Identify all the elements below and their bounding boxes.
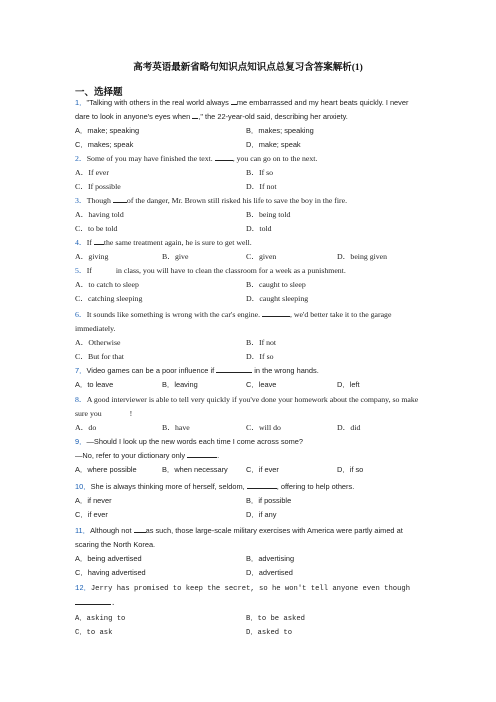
option-c[interactable]: C．But for that [75, 352, 124, 361]
question-number: 11． [75, 526, 91, 535]
option-a[interactable]: A．asking to [75, 615, 126, 623]
option-c[interactable]: C．given [246, 252, 277, 261]
option-c[interactable]: C．to be told [75, 224, 118, 233]
question-number: 3． [75, 196, 87, 205]
option-b[interactable]: B．If so [246, 168, 274, 177]
options-8 [75, 421, 435, 435]
option-c[interactable]: C．catching sleeping [75, 294, 143, 303]
option-d[interactable]: D．asked to [246, 629, 293, 637]
option-a[interactable]: A．to leave [75, 380, 114, 389]
option-b[interactable]: B．caught to sleep [246, 280, 306, 289]
answer-blank[interactable] [75, 596, 111, 605]
option-d[interactable]: D．left [337, 380, 360, 389]
question-1 [75, 96, 425, 124]
question-number: 7． [75, 366, 87, 375]
options-12 [75, 612, 435, 640]
question-5 [75, 264, 425, 278]
question-3 [75, 194, 425, 208]
question-text: Video games can be a poor influence if [86, 366, 217, 375]
options-3 [75, 208, 435, 236]
question-text: ," the 22-year-old said, describing her anxiety. [198, 112, 348, 121]
option-a[interactable]: A．giving [75, 252, 109, 261]
option-b[interactable]: B．If not [246, 338, 277, 347]
option-b[interactable]: B．leaving [162, 380, 198, 389]
option-b[interactable]: B．to be asked [246, 615, 305, 623]
option-a[interactable]: A．If ever [75, 168, 109, 177]
option-b[interactable]: B．have [162, 423, 190, 432]
option-d[interactable]: D．If not [246, 182, 277, 191]
options-9 [75, 463, 435, 477]
question-text: . [111, 600, 116, 608]
option-a[interactable]: A．Otherwise [75, 338, 121, 347]
option-d[interactable]: D．did [337, 423, 361, 432]
option-c[interactable]: C．if ever [246, 465, 279, 474]
question-8 [75, 393, 425, 421]
question-number: 12． [75, 585, 91, 593]
option-c[interactable]: C．having advertised [75, 568, 146, 577]
question-number: 1． [75, 98, 87, 107]
option-b[interactable]: B．if possible [246, 496, 292, 505]
question-text: —No, refer to your dictionary only [75, 451, 188, 460]
question-text: She is always thinking more of herself, seldom, [90, 482, 247, 491]
option-c[interactable]: C．if ever [75, 510, 108, 519]
option-a[interactable]: A．having told [75, 210, 124, 219]
option-c[interactable]: C．If possible [75, 182, 121, 191]
question-number: 8． [75, 395, 87, 404]
page-title: 高考英语最新省略句知识点知识点总复习含答案解析(1) [133, 63, 363, 73]
option-c[interactable]: C．makes; speak [75, 140, 134, 149]
answer-blank[interactable] [247, 480, 277, 489]
question-9 [75, 435, 425, 463]
question-text: Some of you may have finished the text. [86, 154, 215, 163]
question-number: 4． [75, 238, 87, 247]
question-7 [75, 364, 425, 378]
question-text: me embarrassed and my heart beats quickly. I never dare to look in anyone's eyes when [75, 98, 409, 121]
option-b[interactable]: B．being told [246, 210, 291, 219]
question-text: —Should I look up the new words each time I come across some? [86, 437, 304, 446]
question-12 [75, 582, 425, 611]
options-1 [75, 124, 435, 152]
options-6 [75, 336, 435, 364]
option-d[interactable]: D．make; speak [246, 140, 301, 149]
question-text: of the danger, Mr. Brown still risked his life to save the boy in the fire. [126, 196, 348, 205]
question-10 [75, 480, 425, 494]
options-11 [75, 552, 435, 580]
question-text: , you can go on to the next. [232, 154, 318, 163]
question-text: If [86, 266, 94, 275]
question-text: It sounds like something is wrong with the car's engine. [86, 310, 262, 319]
question-text: Though [86, 196, 113, 205]
answer-blank[interactable] [216, 364, 252, 373]
options-7 [75, 378, 435, 392]
question-number: 5． [75, 266, 87, 275]
options-10 [75, 494, 435, 522]
answer-blank[interactable] [187, 449, 220, 460]
question-11 [75, 524, 425, 552]
option-c[interactable]: C．leave [246, 380, 277, 389]
question-text: Although not [90, 526, 134, 535]
option-b[interactable]: B．give [162, 252, 189, 261]
question-text: in class, you will have to clean the classroom for a week as a punishment. [115, 266, 346, 275]
question-text: as such, those large-scale military exercises with America were partly aimed at scaring the North Korea. [75, 526, 403, 549]
option-a[interactable]: A．to catch to sleep [75, 280, 139, 289]
question-number: 9． [75, 437, 87, 446]
option-b[interactable]: B．when necessary [162, 465, 228, 474]
option-b[interactable]: B．advertising [246, 554, 295, 563]
answer-blank[interactable] [94, 236, 104, 245]
answer-blank[interactable] [113, 194, 127, 203]
option-c[interactable]: C．will do [246, 423, 281, 432]
option-a[interactable]: A．do [75, 423, 97, 432]
question-text: . [217, 451, 220, 460]
option-d[interactable]: D．caught sleeping [246, 294, 309, 303]
question-number: 2． [75, 154, 87, 163]
answer-blank[interactable] [134, 524, 146, 533]
option-b[interactable]: B．makes; speaking [246, 126, 314, 135]
question-text: , offering to help others. [276, 482, 355, 491]
answer-blank[interactable] [262, 308, 290, 317]
option-d[interactable]: D．if any [246, 510, 277, 519]
option-c[interactable]: C．to ask [75, 629, 113, 637]
question-number: 6． [75, 310, 87, 319]
question-text: A good interviewer is able to tell very quickly if you've done your homework about the company, so make sure you [75, 395, 419, 418]
question-6 [75, 308, 425, 336]
options-5 [75, 278, 435, 306]
option-d[interactable]: D．advertised [246, 568, 293, 577]
options-2 [75, 166, 435, 194]
question-text: Jerry has promised to keep the secret, so he won't tell anyone even though [90, 585, 411, 593]
question-text: "Talking with others in the real world always [86, 98, 231, 107]
question-number: 10． [75, 482, 91, 491]
question-text: , we'd better take it to the garage immediately. [75, 310, 392, 333]
option-d[interactable]: D．If so [246, 352, 274, 361]
question-text: If [86, 238, 94, 247]
answer-blank[interactable] [215, 152, 233, 161]
options-4 [75, 250, 435, 264]
option-a[interactable]: A．make; speaking [75, 126, 140, 135]
option-a[interactable]: A．where possible [75, 465, 137, 474]
question-4 [75, 236, 425, 250]
option-d[interactable]: D．being given [337, 252, 388, 261]
question-text: in the wrong hands. [252, 366, 319, 375]
option-d[interactable]: D．if so [337, 465, 364, 474]
option-a[interactable]: A．being advertised [75, 554, 142, 563]
question-2 [75, 152, 425, 166]
question-text: ! [129, 409, 133, 418]
question-text: the same treatment again, he is sure to get well. [103, 238, 252, 247]
option-d[interactable]: D．told [246, 224, 272, 233]
option-a[interactable]: A．if never [75, 496, 112, 505]
section-heading: 一、选择题 [75, 88, 123, 98]
